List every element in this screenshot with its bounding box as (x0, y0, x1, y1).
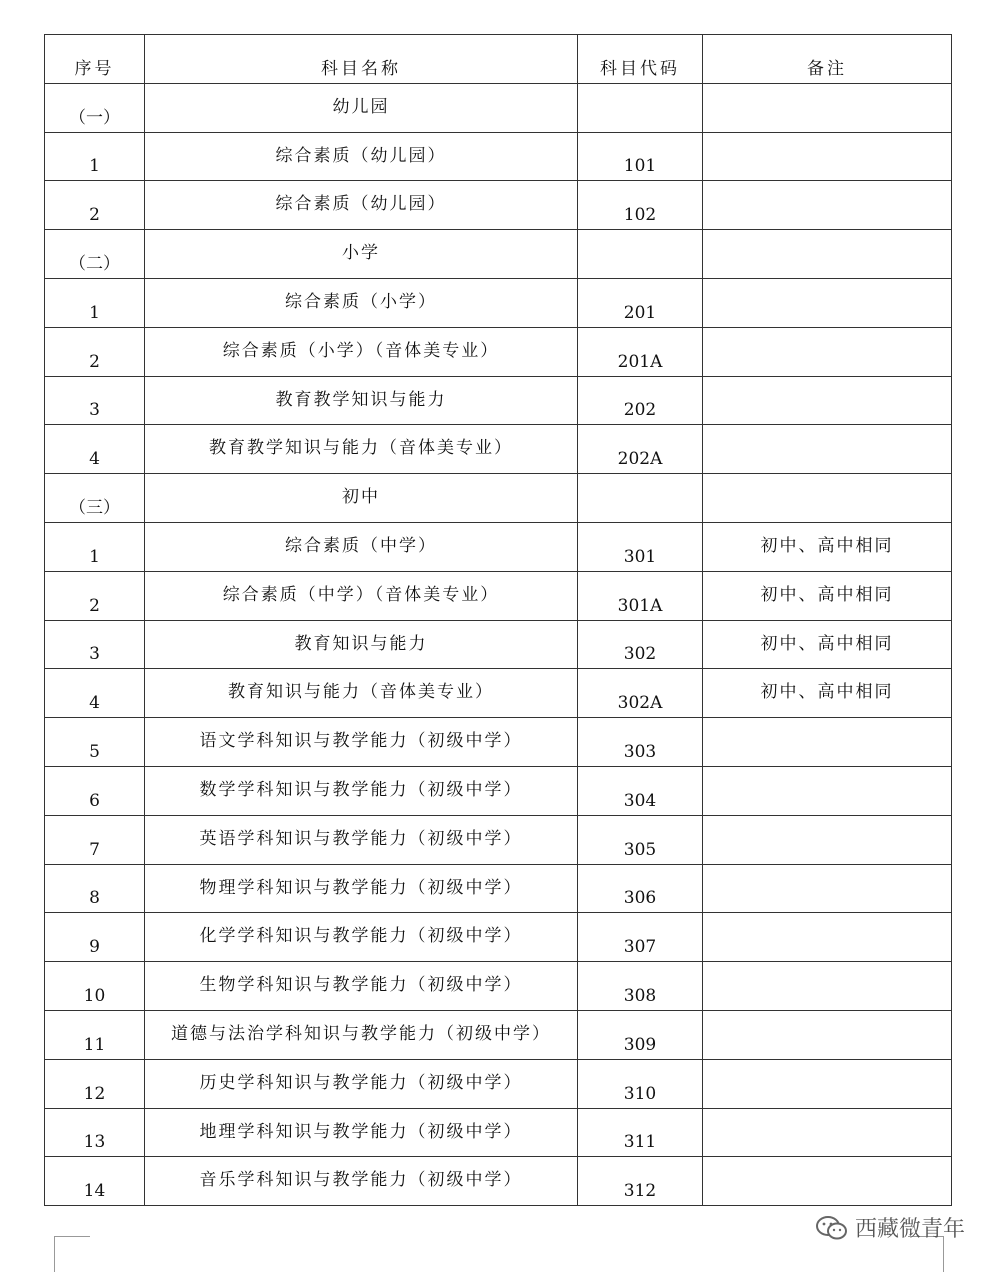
name-cell (145, 1108, 578, 1157)
table-row (45, 83, 952, 132)
code-cell (578, 230, 703, 279)
seq-cell (45, 620, 145, 669)
row-name: 小学 (342, 243, 380, 264)
table-row (45, 766, 952, 815)
row-seq: 7 (89, 839, 100, 860)
note-cell (703, 278, 952, 327)
row-note: 初中、高中相同 (760, 535, 894, 556)
code-cell (578, 766, 703, 815)
row-name: 综合素质（小学）（音体美专业） (222, 340, 500, 361)
code-cell (578, 376, 703, 425)
subject-table (44, 34, 952, 1206)
row-name: 化学学科知识与教学能力（初级中学） (199, 926, 523, 947)
row-seq: （三） (69, 497, 120, 518)
row-note: 初中、高中相同 (760, 584, 894, 605)
row-name: 历史学科知识与教学能力（初级中学） (199, 1072, 523, 1093)
name-cell (145, 83, 578, 132)
note-cell (703, 1108, 952, 1157)
row-seq: 4 (89, 449, 100, 470)
code-cell (578, 132, 703, 181)
row-seq: 2 (89, 351, 100, 372)
row-seq: 13 (83, 1132, 106, 1153)
note-cell (703, 474, 952, 523)
seq-cell (45, 1010, 145, 1059)
note-cell (703, 132, 952, 181)
note-cell (703, 425, 952, 474)
row-code: 202 (623, 400, 657, 421)
row-seq: 3 (89, 644, 100, 665)
code-cell (578, 474, 703, 523)
row-seq: 2 (89, 595, 100, 616)
seq-cell (45, 230, 145, 279)
header-seq: 序号 (74, 58, 115, 79)
name-cell (145, 766, 578, 815)
row-seq: 1 (89, 156, 100, 177)
row-seq: 12 (83, 1083, 106, 1104)
header-note-cell (703, 35, 952, 84)
code-cell (578, 1108, 703, 1157)
row-seq: 4 (89, 693, 100, 714)
row-name: 综合素质（幼儿园） (275, 145, 447, 166)
note-cell (703, 669, 952, 718)
note-cell (703, 815, 952, 864)
code-cell (578, 815, 703, 864)
seq-cell (45, 1059, 145, 1108)
code-cell (578, 327, 703, 376)
seq-cell (45, 864, 145, 913)
seq-cell (45, 962, 145, 1011)
table-row (45, 425, 952, 474)
code-cell (578, 718, 703, 767)
table-row (45, 1157, 952, 1206)
watermark-text: 西藏微青年 (854, 1217, 965, 1242)
seq-cell (45, 718, 145, 767)
row-name: 综合素质（幼儿园） (275, 194, 447, 215)
code-cell (578, 669, 703, 718)
name-cell (145, 278, 578, 327)
table-row (45, 571, 952, 620)
row-code: 102 (623, 205, 657, 226)
row-name: 综合素质（中学） (285, 535, 437, 556)
header-code-cell (578, 35, 703, 84)
code-cell (578, 864, 703, 913)
table-row (45, 376, 952, 425)
row-seq: 11 (83, 1034, 106, 1055)
note-cell (703, 83, 952, 132)
name-cell (145, 230, 578, 279)
row-name: 幼儿园 (332, 96, 390, 117)
header-name: 科目名称 (321, 58, 401, 79)
row-seq: （一） (69, 107, 120, 128)
header-code: 科目代码 (600, 58, 680, 79)
row-name: 英语学科知识与教学能力（初级中学） (199, 828, 523, 849)
row-note: 初中、高中相同 (760, 633, 894, 654)
code-cell (578, 425, 703, 474)
code-cell (578, 1059, 703, 1108)
table-row (45, 815, 952, 864)
table-row (45, 1059, 952, 1108)
name-cell (145, 913, 578, 962)
row-seq: 14 (83, 1181, 106, 1202)
seq-cell (45, 278, 145, 327)
row-name: 教育知识与能力（音体美专业） (228, 682, 494, 703)
row-code: 201A (617, 351, 663, 372)
row-seq: 10 (83, 985, 106, 1006)
code-cell (578, 522, 703, 571)
name-cell (145, 425, 578, 474)
row-code: 302A (617, 693, 663, 714)
name-cell (145, 571, 578, 620)
row-name: 初中 (342, 487, 380, 508)
table-row (45, 181, 952, 230)
seq-cell (45, 1108, 145, 1157)
table-row (45, 669, 952, 718)
row-name: 音乐学科知识与教学能力（初级中学） (199, 1170, 523, 1191)
row-name: 综合素质（小学） (285, 291, 437, 312)
table-row (45, 474, 952, 523)
seq-cell (45, 522, 145, 571)
row-name: 综合素质（中学）（音体美专业） (222, 584, 500, 605)
seq-cell (45, 83, 145, 132)
header-name-cell (145, 35, 578, 84)
note-cell (703, 913, 952, 962)
table-row (45, 718, 952, 767)
seq-cell (45, 132, 145, 181)
row-code: 311 (623, 1132, 657, 1153)
row-code: 201 (623, 302, 657, 323)
row-name: 教育教学知识与能力 (275, 389, 447, 410)
seq-cell (45, 815, 145, 864)
seq-cell (45, 913, 145, 962)
seq-cell (45, 376, 145, 425)
table-row (45, 327, 952, 376)
row-code: 305 (623, 839, 657, 860)
row-seq: 1 (89, 302, 100, 323)
row-code: 304 (623, 790, 657, 811)
note-cell (703, 1010, 952, 1059)
table-row (45, 230, 952, 279)
name-cell (145, 1157, 578, 1206)
note-cell (703, 1157, 952, 1206)
code-cell (578, 620, 703, 669)
row-name: 道德与法治学科知识与教学能力（初级中学） (171, 1023, 551, 1044)
code-cell (578, 181, 703, 230)
note-cell (703, 571, 952, 620)
table-header-row (45, 35, 952, 84)
header-note: 备注 (807, 58, 847, 79)
note-cell (703, 766, 952, 815)
note-cell (703, 230, 952, 279)
header-seq-cell (45, 35, 145, 84)
code-cell (578, 913, 703, 962)
name-cell (145, 815, 578, 864)
note-cell (703, 327, 952, 376)
row-name: 教育知识与能力 (294, 633, 428, 654)
name-cell (145, 1059, 578, 1108)
seq-cell (45, 766, 145, 815)
name-cell (145, 376, 578, 425)
note-cell (703, 718, 952, 767)
row-name: 生物学科知识与教学能力（初级中学） (199, 975, 523, 996)
name-cell (145, 669, 578, 718)
seq-cell (45, 327, 145, 376)
row-code: 312 (623, 1181, 657, 1202)
code-cell (578, 962, 703, 1011)
note-cell (703, 376, 952, 425)
name-cell (145, 718, 578, 767)
row-seq: 2 (89, 205, 100, 226)
row-name: 物理学科知识与教学能力（初级中学） (199, 877, 523, 898)
row-code: 303 (623, 741, 657, 762)
code-cell (578, 1157, 703, 1206)
crop-mark-left (54, 1236, 90, 1272)
row-code: 202A (617, 449, 663, 470)
row-code: 101 (623, 156, 657, 177)
seq-cell (45, 425, 145, 474)
note-cell (703, 962, 952, 1011)
name-cell (145, 181, 578, 230)
table-row (45, 620, 952, 669)
name-cell (145, 522, 578, 571)
wechat-icon (815, 1214, 849, 1242)
table-row (45, 132, 952, 181)
watermark (815, 1212, 965, 1243)
code-cell (578, 571, 703, 620)
name-cell (145, 132, 578, 181)
table-row (45, 522, 952, 571)
code-cell (578, 1010, 703, 1059)
note-cell (703, 864, 952, 913)
row-seq: 5 (89, 741, 100, 762)
row-note: 初中、高中相同 (760, 682, 894, 703)
seq-cell (45, 181, 145, 230)
row-code: 306 (623, 888, 657, 909)
table-row (45, 278, 952, 327)
row-seq: 6 (89, 790, 100, 811)
table-row (45, 1108, 952, 1157)
row-seq: （二） (69, 253, 120, 274)
name-cell (145, 327, 578, 376)
row-code: 310 (623, 1083, 657, 1104)
row-code: 302 (623, 644, 657, 665)
row-code: 307 (623, 937, 657, 958)
table-row (45, 913, 952, 962)
note-cell (703, 1059, 952, 1108)
row-seq: 1 (89, 546, 100, 567)
row-name: 教育教学知识与能力（音体美专业） (209, 438, 513, 459)
seq-cell (45, 474, 145, 523)
note-cell (703, 620, 952, 669)
seq-cell (45, 571, 145, 620)
table-row (45, 1010, 952, 1059)
row-seq: 8 (89, 888, 100, 909)
name-cell (145, 620, 578, 669)
name-cell (145, 474, 578, 523)
row-name: 数学学科知识与教学能力（初级中学） (199, 779, 523, 800)
row-code: 301 (623, 546, 657, 567)
seq-cell (45, 669, 145, 718)
name-cell (145, 1010, 578, 1059)
row-seq: 9 (89, 937, 100, 958)
name-cell (145, 864, 578, 913)
row-name: 地理学科知识与教学能力（初级中学） (199, 1121, 523, 1142)
row-code: 301A (617, 595, 663, 616)
table-row (45, 864, 952, 913)
code-cell (578, 278, 703, 327)
row-seq: 3 (89, 400, 100, 421)
row-code: 309 (623, 1034, 657, 1055)
note-cell (703, 181, 952, 230)
code-cell (578, 83, 703, 132)
table-row (45, 962, 952, 1011)
seq-cell (45, 1157, 145, 1206)
row-name: 语文学科知识与教学能力（初级中学） (199, 731, 523, 752)
note-cell (703, 522, 952, 571)
name-cell (145, 962, 578, 1011)
row-code: 308 (623, 985, 657, 1006)
